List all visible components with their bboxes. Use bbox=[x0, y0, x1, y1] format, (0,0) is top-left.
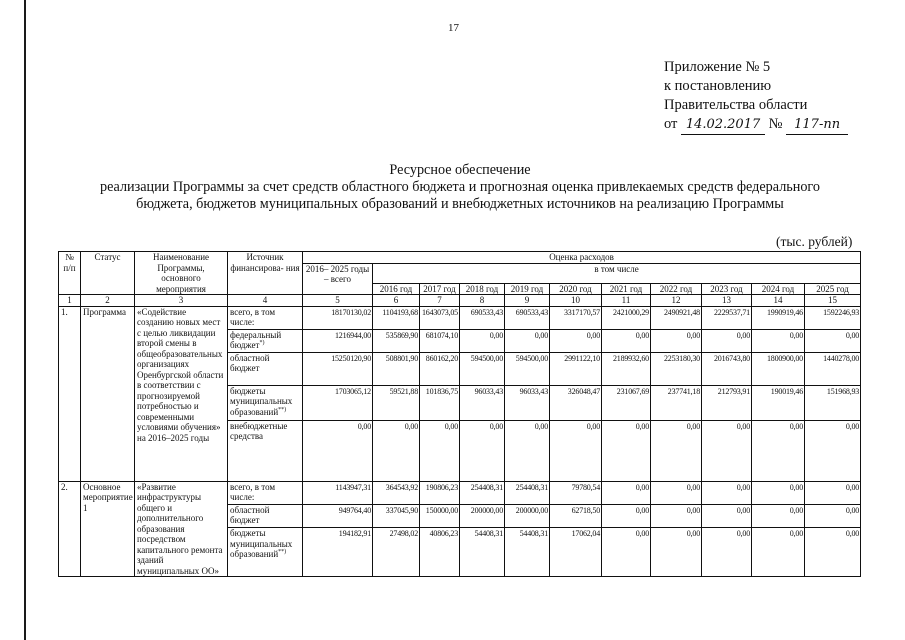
column-number: 15 bbox=[805, 295, 861, 307]
year-value-cell: 860162,20 bbox=[420, 352, 460, 385]
row-name: «Содействие созданию новых мест с целью ликвидации второй смены в общеобразовательных организациях Оренбургской области в соответствии с прогнозируемой потребностью и современными условиями обучения» на 2016–2025 годы bbox=[135, 306, 228, 481]
year-value-cell: 17062,04 bbox=[550, 528, 602, 577]
table-row bbox=[59, 481, 861, 504]
year-value-cell: 535869,90 bbox=[373, 329, 420, 352]
column-number: 8 bbox=[460, 295, 505, 307]
column-number: 5 bbox=[303, 295, 373, 307]
header-year: 2021 год bbox=[602, 283, 651, 295]
header-year: 2016 год bbox=[373, 283, 420, 295]
source-label: всего, в том числе: bbox=[230, 306, 276, 327]
year-value-cell: 0,00 bbox=[460, 329, 505, 352]
year-value-cell: 0,00 bbox=[651, 420, 702, 481]
header-year: 2018 год bbox=[460, 283, 505, 295]
row-number: 1. bbox=[59, 306, 81, 481]
source-cell bbox=[228, 420, 303, 481]
year-value-cell: 0,00 bbox=[373, 420, 420, 481]
header-year: 2019 год bbox=[505, 283, 550, 295]
year-value-cell: 1990919,46 bbox=[752, 306, 805, 329]
year-value-cell: 212793,91 bbox=[702, 385, 752, 420]
appendix-block bbox=[664, 58, 848, 135]
header-year: 2024 год bbox=[752, 283, 805, 295]
handwritten-date: 14.02.2017 bbox=[681, 115, 765, 135]
header-num: № п/п bbox=[59, 252, 81, 295]
source-label: всего, в том числе: bbox=[230, 481, 276, 502]
year-value-cell: 0,00 bbox=[550, 329, 602, 352]
total-value-cell: 1703065,12 bbox=[303, 385, 373, 420]
title-line-3: бюджета, бюджетов муниципальных образований и внебюджетных источников на реализацию Программы bbox=[136, 196, 784, 212]
appendix-line-1: Приложение № 5 bbox=[664, 59, 771, 75]
year-value-cell: 0,00 bbox=[651, 481, 702, 504]
year-value-cell: 79780,54 bbox=[550, 481, 602, 504]
year-value-cell: 2229537,71 bbox=[702, 306, 752, 329]
year-value-cell: 0,00 bbox=[602, 481, 651, 504]
year-value-cell: 0,00 bbox=[420, 420, 460, 481]
year-value-cell: 690533,43 bbox=[505, 306, 550, 329]
header-status: Статус bbox=[81, 252, 135, 295]
year-value-cell: 0,00 bbox=[505, 329, 550, 352]
column-number: 13 bbox=[702, 295, 752, 307]
year-value-cell: 200000,00 bbox=[505, 504, 550, 527]
year-value-cell: 1440278,00 bbox=[805, 352, 861, 385]
budget-table bbox=[58, 251, 861, 577]
year-value-cell: 0,00 bbox=[702, 481, 752, 504]
scan-left-edge bbox=[24, 0, 26, 640]
year-value-cell: 151968,93 bbox=[805, 385, 861, 420]
column-number: 14 bbox=[752, 295, 805, 307]
year-value-cell: 2016743,80 bbox=[702, 352, 752, 385]
column-number: 11 bbox=[602, 295, 651, 307]
year-value-cell: 326048,47 bbox=[550, 385, 602, 420]
header-row-1 bbox=[59, 252, 861, 264]
source-cell bbox=[228, 528, 303, 577]
year-value-cell: 0,00 bbox=[702, 504, 752, 527]
year-value-cell: 0,00 bbox=[752, 481, 805, 504]
year-value-cell: 0,00 bbox=[752, 329, 805, 352]
units-label: (тыс. рублей) bbox=[776, 234, 853, 249]
column-number: 6 bbox=[373, 295, 420, 307]
header-source: Источник финансирова- ния bbox=[228, 252, 303, 295]
year-value-cell: 681074,10 bbox=[420, 329, 460, 352]
year-value-cell: 0,00 bbox=[752, 528, 805, 577]
year-value-cell: 59521,88 bbox=[373, 385, 420, 420]
footnote-marker: **) bbox=[278, 549, 287, 556]
column-number: 9 bbox=[505, 295, 550, 307]
year-value-cell: 364543,92 bbox=[373, 481, 420, 504]
year-value-cell: 0,00 bbox=[602, 528, 651, 577]
appendix-line-2: к постановлению bbox=[664, 78, 772, 94]
column-number: 7 bbox=[420, 295, 460, 307]
source-cell bbox=[228, 352, 303, 385]
year-value-cell: 96033,43 bbox=[505, 385, 550, 420]
source-label: бюджеты муниципальных образований bbox=[230, 528, 293, 560]
year-value-cell: 0,00 bbox=[752, 504, 805, 527]
year-value-cell: 237741,18 bbox=[651, 385, 702, 420]
year-value-cell: 0,00 bbox=[805, 528, 861, 577]
year-value-cell: 0,00 bbox=[651, 504, 702, 527]
header-year: 2017 год bbox=[420, 283, 460, 295]
year-value-cell: 2189932,60 bbox=[602, 352, 651, 385]
total-value-cell: 18170130,02 bbox=[303, 306, 373, 329]
total-value-cell: 0,00 bbox=[303, 420, 373, 481]
year-value-cell: 0,00 bbox=[602, 329, 651, 352]
header-expenses: Оценка расходов bbox=[303, 252, 861, 264]
title-line-2: реализации Программы за счет средств областного бюджета и прогнозная оценка привлекаемых средств федерального bbox=[99, 179, 820, 195]
document-title bbox=[40, 162, 880, 213]
year-value-cell: 54408,31 bbox=[505, 528, 550, 577]
footnote-marker: *) bbox=[259, 340, 265, 346]
year-value-cell: 2253180,30 bbox=[651, 352, 702, 385]
column-number: 2 bbox=[81, 295, 135, 307]
year-value-cell: 200000,00 bbox=[460, 504, 505, 527]
year-value-cell: 0,00 bbox=[602, 420, 651, 481]
header-year: 2022 год bbox=[651, 283, 702, 295]
year-value-cell: 0,00 bbox=[702, 420, 752, 481]
year-value-cell: 150000,00 bbox=[420, 504, 460, 527]
year-value-cell: 337045,90 bbox=[373, 504, 420, 527]
year-value-cell: 62718,50 bbox=[550, 504, 602, 527]
year-value-cell: 27498,02 bbox=[373, 528, 420, 577]
year-value-cell: 2991122,10 bbox=[550, 352, 602, 385]
column-number: 3 bbox=[135, 295, 228, 307]
year-value-cell: 0,00 bbox=[805, 329, 861, 352]
appendix-line-3: Правительства области bbox=[664, 97, 808, 113]
date-prefix: от bbox=[664, 116, 678, 132]
row-number: 2. bbox=[59, 481, 81, 577]
year-value-cell: 0,00 bbox=[460, 420, 505, 481]
year-value-cell: 594500,00 bbox=[460, 352, 505, 385]
source-label: областной бюджет bbox=[230, 504, 270, 526]
column-number: 1 bbox=[59, 295, 81, 307]
year-value-cell: 0,00 bbox=[805, 420, 861, 481]
year-value-cell: 0,00 bbox=[550, 420, 602, 481]
year-value-cell: 254408,31 bbox=[460, 481, 505, 504]
year-value-cell: 40806,23 bbox=[420, 528, 460, 577]
year-value-cell: 1800900,00 bbox=[752, 352, 805, 385]
column-number-row bbox=[59, 295, 861, 307]
year-value-cell: 0,00 bbox=[805, 481, 861, 504]
year-value-cell: 3317170,57 bbox=[550, 306, 602, 329]
year-value-cell: 594500,00 bbox=[505, 352, 550, 385]
year-value-cell: 0,00 bbox=[651, 528, 702, 577]
page-number: 17 bbox=[448, 22, 459, 34]
source-cell bbox=[228, 329, 303, 352]
source-label: внебюджетные средства bbox=[230, 420, 288, 441]
source-cell bbox=[228, 385, 303, 420]
year-value-cell: 2421000,29 bbox=[602, 306, 651, 329]
year-value-cell: 1643073,05 bbox=[420, 306, 460, 329]
year-value-cell: 0,00 bbox=[752, 420, 805, 481]
year-value-cell: 2490921,48 bbox=[651, 306, 702, 329]
year-value-cell: 0,00 bbox=[805, 504, 861, 527]
total-value-cell: 1143947,31 bbox=[303, 481, 373, 504]
year-value-cell: 101836,75 bbox=[420, 385, 460, 420]
number-prefix: № bbox=[768, 116, 783, 132]
total-value-cell: 194182,91 bbox=[303, 528, 373, 577]
year-value-cell: 254408,31 bbox=[505, 481, 550, 504]
source-cell bbox=[228, 504, 303, 527]
source-label: бюджеты муниципальных образований bbox=[230, 385, 293, 417]
year-value-cell: 190806,23 bbox=[420, 481, 460, 504]
header-name: Наименование Программы, основного мероприятия bbox=[135, 252, 228, 295]
handwritten-number: 117-пп bbox=[786, 115, 848, 135]
total-value-cell: 1216944,00 bbox=[303, 329, 373, 352]
year-value-cell: 1104193,68 bbox=[373, 306, 420, 329]
row-status: Программа bbox=[81, 306, 135, 481]
row-name: «Развитие инфраструктуры общего и дополнительного образования посредством капитального ремонта зданий муниципальных ОО» bbox=[135, 481, 228, 577]
appendix-date-line bbox=[664, 115, 848, 135]
year-value-cell: 1592246,93 bbox=[805, 306, 861, 329]
column-number: 4 bbox=[228, 295, 303, 307]
year-value-cell: 690533,43 bbox=[460, 306, 505, 329]
header-year: 2020 год bbox=[550, 283, 602, 295]
title-line-1: Ресурсное обеспечение bbox=[389, 162, 531, 178]
header-year: 2023 год bbox=[702, 283, 752, 295]
total-value-cell: 15250120,90 bbox=[303, 352, 373, 385]
footnote-marker: **) bbox=[278, 406, 287, 413]
source-cell bbox=[228, 481, 303, 504]
column-number: 10 bbox=[550, 295, 602, 307]
source-label: федеральный бюджет bbox=[230, 329, 282, 350]
year-value-cell: 508801,90 bbox=[373, 352, 420, 385]
header-including: в том числе bbox=[373, 263, 861, 283]
year-value-cell: 0,00 bbox=[651, 329, 702, 352]
year-value-cell: 0,00 bbox=[602, 504, 651, 527]
row-status: Основное мероприятие 1 bbox=[81, 481, 135, 577]
source-label: областной бюджет bbox=[230, 352, 270, 373]
total-value-cell: 949764,40 bbox=[303, 504, 373, 527]
table-row bbox=[59, 306, 861, 329]
source-cell bbox=[228, 306, 303, 329]
year-value-cell: 0,00 bbox=[702, 528, 752, 577]
header-total: 2016– 2025 годы – всего bbox=[303, 263, 373, 295]
year-value-cell: 231067,69 bbox=[602, 385, 651, 420]
year-value-cell: 190019,46 bbox=[752, 385, 805, 420]
year-value-cell: 0,00 bbox=[702, 329, 752, 352]
header-year: 2025 год bbox=[805, 283, 861, 295]
year-value-cell: 54408,31 bbox=[460, 528, 505, 577]
column-number: 12 bbox=[651, 295, 702, 307]
year-value-cell: 96033,43 bbox=[460, 385, 505, 420]
year-value-cell: 0,00 bbox=[505, 420, 550, 481]
